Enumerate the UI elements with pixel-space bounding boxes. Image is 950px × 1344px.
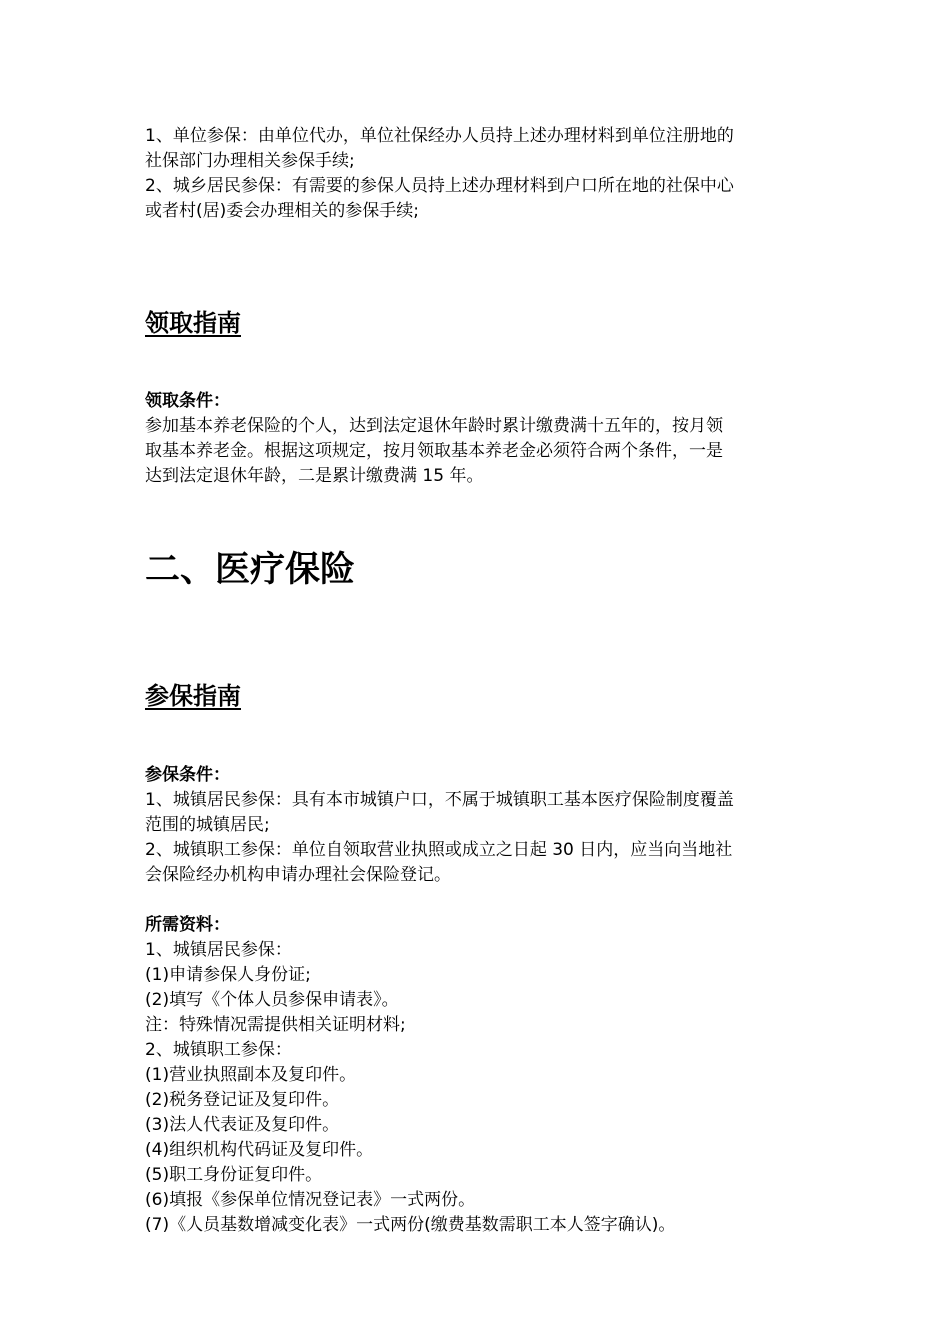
list-item: (6)填报《参保单位情况登记表》一式两份。 <box>145 1190 476 1210</box>
required-materials-label: 所需资料： <box>145 915 230 935</box>
paragraph-line: 取基本养老金。根据这项规定，按月领取基本养老金必须符合两个条件，一是 <box>145 441 723 461</box>
insure-condition-label: 参保条件： <box>145 765 230 785</box>
paragraph-line: 社保部门办理相关参保手续; <box>145 151 355 171</box>
paragraph-line: 参加基本养老保险的个人，达到法定退休年龄时累计缴费满十五年的，按月领 <box>145 416 723 436</box>
paragraph-line: 1、单位参保：由单位代办，单位社保经办人员持上述办理材料到单位注册地的 <box>145 126 734 146</box>
list-item: (3)法人代表证及复印件。 <box>145 1115 340 1135</box>
insure-condition-block <box>145 763 810 888</box>
list-item: (1)营业执照副本及复印件。 <box>145 1065 357 1085</box>
collect-guide-heading: 领取指南 <box>145 309 241 337</box>
paragraph-line: 达到法定退休年龄，二是累计缴费满 15 年。 <box>145 466 484 486</box>
paragraph-line: 1、城镇居民参保：具有本市城镇户口，不属于城镇职工基本医疗保险制度覆盖 <box>145 790 734 810</box>
collect-condition-block <box>145 389 810 489</box>
insurance-procedure-block <box>145 124 810 224</box>
list-item: (2)税务登记证及复印件。 <box>145 1090 340 1110</box>
list-item: (2)填写《个体人员参保申请表》。 <box>145 990 399 1010</box>
paragraph-line: 2、城镇职工参保：单位自领取营业执照或成立之日起 30 日内，应当向当地社 <box>145 840 733 860</box>
collect-condition-label: 领取条件： <box>145 391 230 411</box>
list-item: 1、城镇居民参保： <box>145 940 292 960</box>
list-item: 2、城镇职工参保： <box>145 1040 292 1060</box>
list-item: 注：特殊情况需提供相关证明材料; <box>145 1015 406 1035</box>
paragraph-line: 范围的城镇居民; <box>145 815 270 835</box>
list-item: (1)申请参保人身份证; <box>145 965 311 985</box>
list-item: (4)组织机构代码证及复印件。 <box>145 1140 374 1160</box>
document-page <box>145 124 810 1238</box>
list-item: (5)职工身份证复印件。 <box>145 1165 323 1185</box>
required-materials-block <box>145 913 810 1238</box>
list-item: (7)《人员基数增减变化表》一式两份(缴费基数需职工本人签字确认)。 <box>145 1215 676 1235</box>
paragraph-line: 会保险经办机构申请办理社会保险登记。 <box>145 865 451 885</box>
insure-guide-heading: 参保指南 <box>145 682 241 710</box>
paragraph-line: 2、城乡居民参保：有需要的参保人员持上述办理材料到户口所在地的社保中心 <box>145 176 734 196</box>
section-title-medical-insurance: 二、医疗保险 <box>145 550 356 590</box>
paragraph-line: 或者村(居)委会办理相关的参保手续; <box>145 201 419 221</box>
